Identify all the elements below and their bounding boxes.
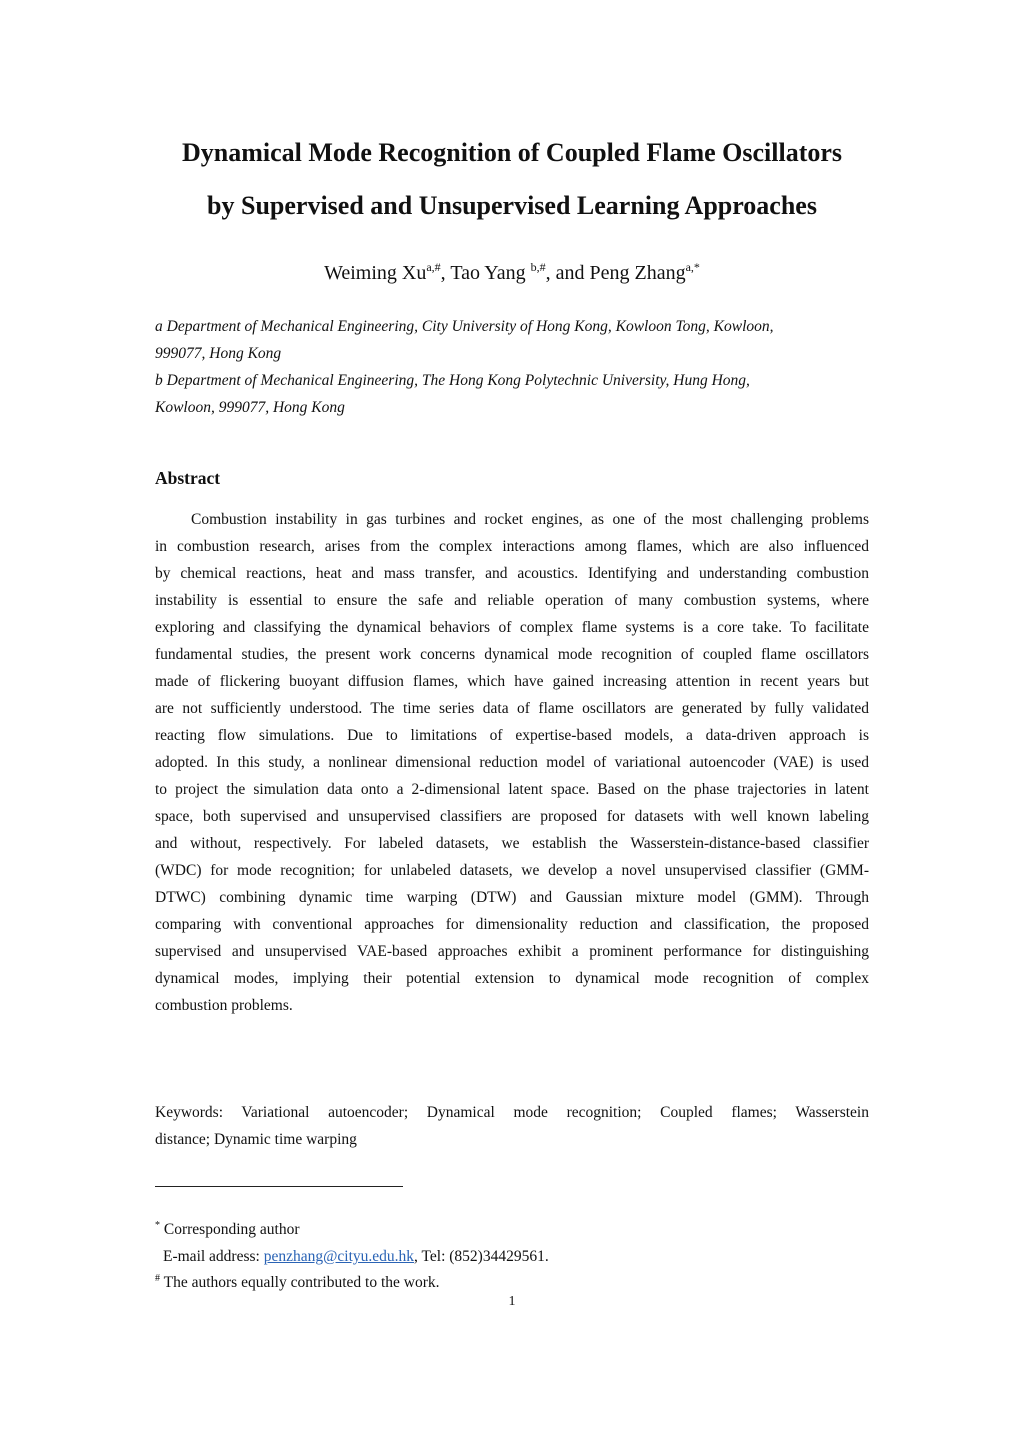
email-link[interactable]: penzhang@cityu.edu.hk: [263, 1248, 415, 1265]
author-separator: , and: [545, 262, 590, 284]
author-affiliation-mark: a,*: [685, 260, 700, 274]
author-separator: ,: [440, 262, 451, 284]
abstract-line: in combustion research, arises from the complex interactions among flames, which are also influenced: [155, 538, 869, 555]
footnote-text: The authors equally contributed to the work.: [160, 1274, 440, 1291]
author-name: Tao Yang: [450, 262, 531, 284]
page-number: 1: [508, 1294, 516, 1309]
keywords-line: Keywords: Variational autoencoder; Dynamical mode recognition; Coupled flames; Wasserstein: [155, 1104, 869, 1121]
abstract-line: (WDC) for mode recognition; for unlabeled datasets, we develop a novel unsupervised classifier (GMM-: [155, 862, 869, 879]
footnote-corresponding-author: [155, 1216, 299, 1243]
email-label: E-mail address:: [163, 1248, 264, 1265]
abstract-line: combustion problems.: [155, 997, 293, 1014]
title-line-2: by Supervised and Unsupervised Learning Approaches: [207, 191, 817, 220]
author-affiliation-mark: a,#: [426, 260, 441, 274]
abstract-line: instability is essential to ensure the safe and reliable operation of many combustion systems, where: [155, 592, 869, 609]
footnote-mark-hash: #: [155, 1273, 160, 1284]
abstract-line: space, both supervised and unsupervised classifiers are proposed for datasets with well known labeling: [155, 808, 869, 825]
affiliation-a-line-1: a Department of Mechanical Engineering, City University of Hong Kong, Kowloon Tong, Kowloon,: [155, 318, 774, 335]
abstract-line: DTWC) combining dynamic time warping (DTW) and Gaussian mixture model (GMM). Through: [155, 889, 869, 906]
title-line-1: Dynamical Mode Recognition of Coupled Flame Oscillators: [181, 138, 843, 167]
author-affiliation-mark: b,#: [530, 260, 546, 274]
abstract-line: reacting flow simulations. Due to limitations of expertise-based models, a data-driven approach is: [155, 727, 869, 744]
author-name: Weiming Xu: [324, 262, 427, 284]
abstract-line: made of flickering buoyant diffusion flames, which have gained increasing attention in recent years but: [155, 673, 869, 690]
abstract-line: Combustion instability in gas turbines and rocket engines, as one of the most challenging problems: [191, 511, 869, 528]
abstract-line: adopted. In this study, a nonlinear dimensional reduction model of variational autoencoder (VAE) is used: [155, 754, 869, 771]
abstract-line: dynamical modes, implying their potential extension to dynamical mode recognition of complex: [155, 970, 869, 987]
footnote-contact: [163, 1243, 549, 1270]
abstract-line: by chemical reactions, heat and mass transfer, and acoustics. Identifying and understanding combustion: [155, 565, 869, 582]
abstract-line: comparing with conventional approaches for dimensionality reduction and classification, the proposed: [155, 916, 869, 933]
affiliation-b-line-1: b Department of Mechanical Engineering, The Hong Kong Polytechnic University, Hung Hong,: [155, 372, 750, 389]
abstract-line: to project the simulation data onto a 2-dimensional latent space. Based on the phase trajectories in latent: [155, 781, 869, 798]
keywords-line: distance; Dynamic time warping: [155, 1131, 357, 1148]
abstract-line: and without, respectively. For labeled datasets, we establish the Wasserstein-distance-based classifier: [155, 835, 869, 852]
author-name: Peng Zhang: [589, 262, 686, 284]
affiliation-b-line-2: Kowloon, 999077, Hong Kong: [155, 399, 345, 416]
abstract-line: are not sufficiently understood. The time series data of flame oscillators are generated by fully validated: [155, 700, 869, 717]
footnote-divider: [155, 1186, 403, 1187]
author-list: [0, 258, 1024, 288]
abstract-line: fundamental studies, the present work concerns dynamical mode recognition of coupled flame oscillators: [155, 646, 869, 663]
footnote-text: Corresponding author: [160, 1221, 300, 1238]
abstract-line: exploring and classifying the dynamical behaviors of complex flame systems is a core take. To facilitate: [155, 619, 869, 636]
footnote-mark-asterisk: *: [155, 1220, 160, 1231]
affiliation-a-line-2: 999077, Hong Kong: [155, 345, 282, 362]
abstract-heading: Abstract: [155, 468, 221, 488]
telephone-text: , Tel: (852)34429561.: [414, 1248, 549, 1265]
abstract-line: supervised and unsupervised VAE-based approaches exhibit a prominent performance for distinguishing: [155, 943, 869, 960]
